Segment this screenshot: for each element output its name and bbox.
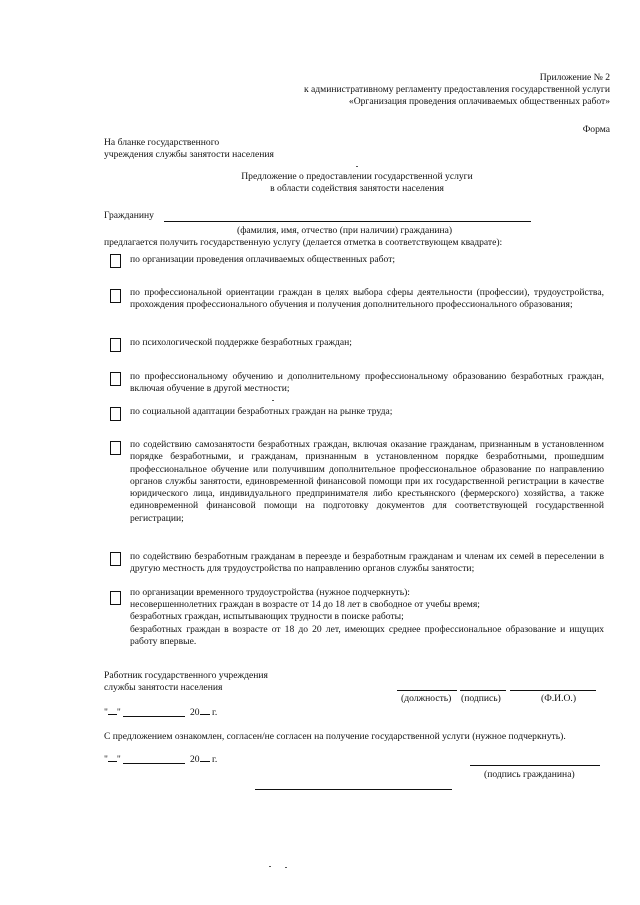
- quote-open: ": [104, 707, 108, 718]
- citizen-signature-line[interactable]: [470, 765, 600, 766]
- year-prefix: 20: [190, 754, 200, 765]
- quote-open: ": [104, 754, 108, 765]
- citizen-label: Гражданину: [104, 210, 154, 221]
- acknowledgement-text: С предложением ознакомлен, согласен/не согласен на получение государственной услуги (нужное подчеркнуть).: [104, 731, 566, 742]
- position-line[interactable]: [397, 690, 457, 691]
- letterhead-line-1: На бланке государственного: [104, 137, 220, 148]
- bottom-separator-line: [255, 789, 452, 790]
- regulation-line-2: «Организация проведения оплачиваемых общественных работ»: [348, 96, 610, 107]
- quote-close: ": [116, 707, 121, 718]
- year-suffix: г.: [209, 754, 218, 765]
- scan-speck: [272, 400, 274, 401]
- temp-employment-item-2: безработных граждан, испытывающих трудности в поиске работы;: [130, 611, 404, 622]
- letterhead-line-2: учреждения службы занятости населения: [104, 149, 274, 160]
- worker-title-line-1: Работник государственного учреждения: [104, 670, 268, 681]
- option-text-6: по содействию самозанятости безработных граждан, включая оказание гражданам, признанным в установленном порядке безработными, и гражданам, признанным в установленном порядке безработными, прошедшим профессиональное обучение или получившим дополнительное профессиональное образование по направлению органов службы занятости, единовременной финансовой помощи при их государственной регистрации в качестве юридического лица, индивидуального предпринимателя либо крестьянского (фермерского) хозяйства, а также единовременной финансовой помощи на подготовку документов для соответствующей государственной регистрации;: [130, 439, 604, 524]
- date-month-line-2[interactable]: [123, 763, 185, 764]
- option-text-2: по профессиональной ориентации граждан в целях выбора сферы деятельности (профессии), трудоустройства, прохождения профессионального обучения и получения дополнительного профессионального образования;: [130, 287, 604, 311]
- position-caption: (должность): [401, 693, 452, 704]
- option-checkbox-7[interactable]: [110, 552, 121, 566]
- option-text-4: по профессиональному обучению и дополнительному профессиональному образованию безработных граждан, включая обучение в другой местности;: [130, 371, 604, 395]
- quote-close: ": [116, 754, 121, 765]
- year-blank: [200, 714, 210, 715]
- option-text-5: по социальной адаптации безработных граждан на рынке труда;: [130, 406, 393, 417]
- option-checkbox-6[interactable]: [110, 441, 121, 455]
- date-month-line-1[interactable]: [123, 716, 185, 717]
- worker-title-line-2: службы занятости населения: [104, 682, 223, 693]
- option-checkbox-5[interactable]: [110, 407, 121, 421]
- service-intro: предлагается получить государственную услугу (делается отметка в соответствующем квадрате):: [104, 237, 503, 248]
- worker-fio-line[interactable]: [510, 690, 596, 691]
- option-text-1: по организации проведения оплачиваемых общественных работ;: [130, 254, 396, 265]
- year-prefix: 20: [190, 707, 200, 718]
- worker-fio-caption: (Ф.И.О.): [541, 693, 577, 704]
- document-title-line-1: Предложение о предоставлении государственной услуги: [241, 171, 473, 182]
- year-suffix: г.: [209, 707, 218, 718]
- date-day-field-1[interactable]: [104, 707, 121, 719]
- temp-employment-lead: по организации временного трудоустройства (нужное подчеркнуть):: [130, 587, 410, 598]
- year-blank: [200, 761, 210, 762]
- date-day-field-2[interactable]: [104, 754, 121, 766]
- scan-speck: [356, 166, 358, 167]
- option-text-3: по психологической поддержке безработных граждан;: [130, 337, 352, 348]
- option-checkbox-2[interactable]: [110, 289, 121, 303]
- date-year-field-1[interactable]: [190, 707, 217, 719]
- citizen-name-caption: (фамилия, имя, отчество (при наличии) гражданина): [237, 225, 453, 236]
- option-checkbox-8[interactable]: [110, 591, 121, 605]
- worker-signature-line[interactable]: [460, 690, 506, 691]
- temp-employment-item-3: безработных граждан в возрасте от 18 до 20 лет, имеющих среднее профессиональное образование и ищущих работу впервые.: [130, 624, 604, 648]
- form-label: Форма: [582, 124, 610, 135]
- worker-signature-caption: (подпись): [461, 693, 501, 704]
- regulation-line-1: к административному регламенту предоставления государственной услуги: [303, 84, 610, 95]
- temp-employment-item-1: несовершеннолетних граждан в возрасте от 14 до 18 лет в свободное от учебы время;: [130, 599, 480, 610]
- day-blank: [108, 761, 117, 762]
- date-year-field-2[interactable]: [190, 754, 217, 766]
- document-title-line-2: в области содействия занятости населения: [270, 183, 444, 194]
- citizen-name-line[interactable]: [164, 221, 531, 222]
- option-text-7: по содействию безработным гражданам в переезде и безработным гражданам и членам их семей в переселении в другую местность для трудоустройства по направлению органов службы занятости;: [130, 551, 604, 575]
- scan-speck: [269, 866, 271, 867]
- citizen-signature-caption: (подпись гражданина): [484, 769, 575, 780]
- scan-speck: [285, 867, 287, 868]
- appendix-number: Приложение № 2: [539, 72, 610, 83]
- option-checkbox-1[interactable]: [110, 254, 121, 268]
- option-checkbox-4[interactable]: [110, 372, 121, 386]
- option-checkbox-3[interactable]: [110, 338, 121, 352]
- day-blank: [108, 714, 117, 715]
